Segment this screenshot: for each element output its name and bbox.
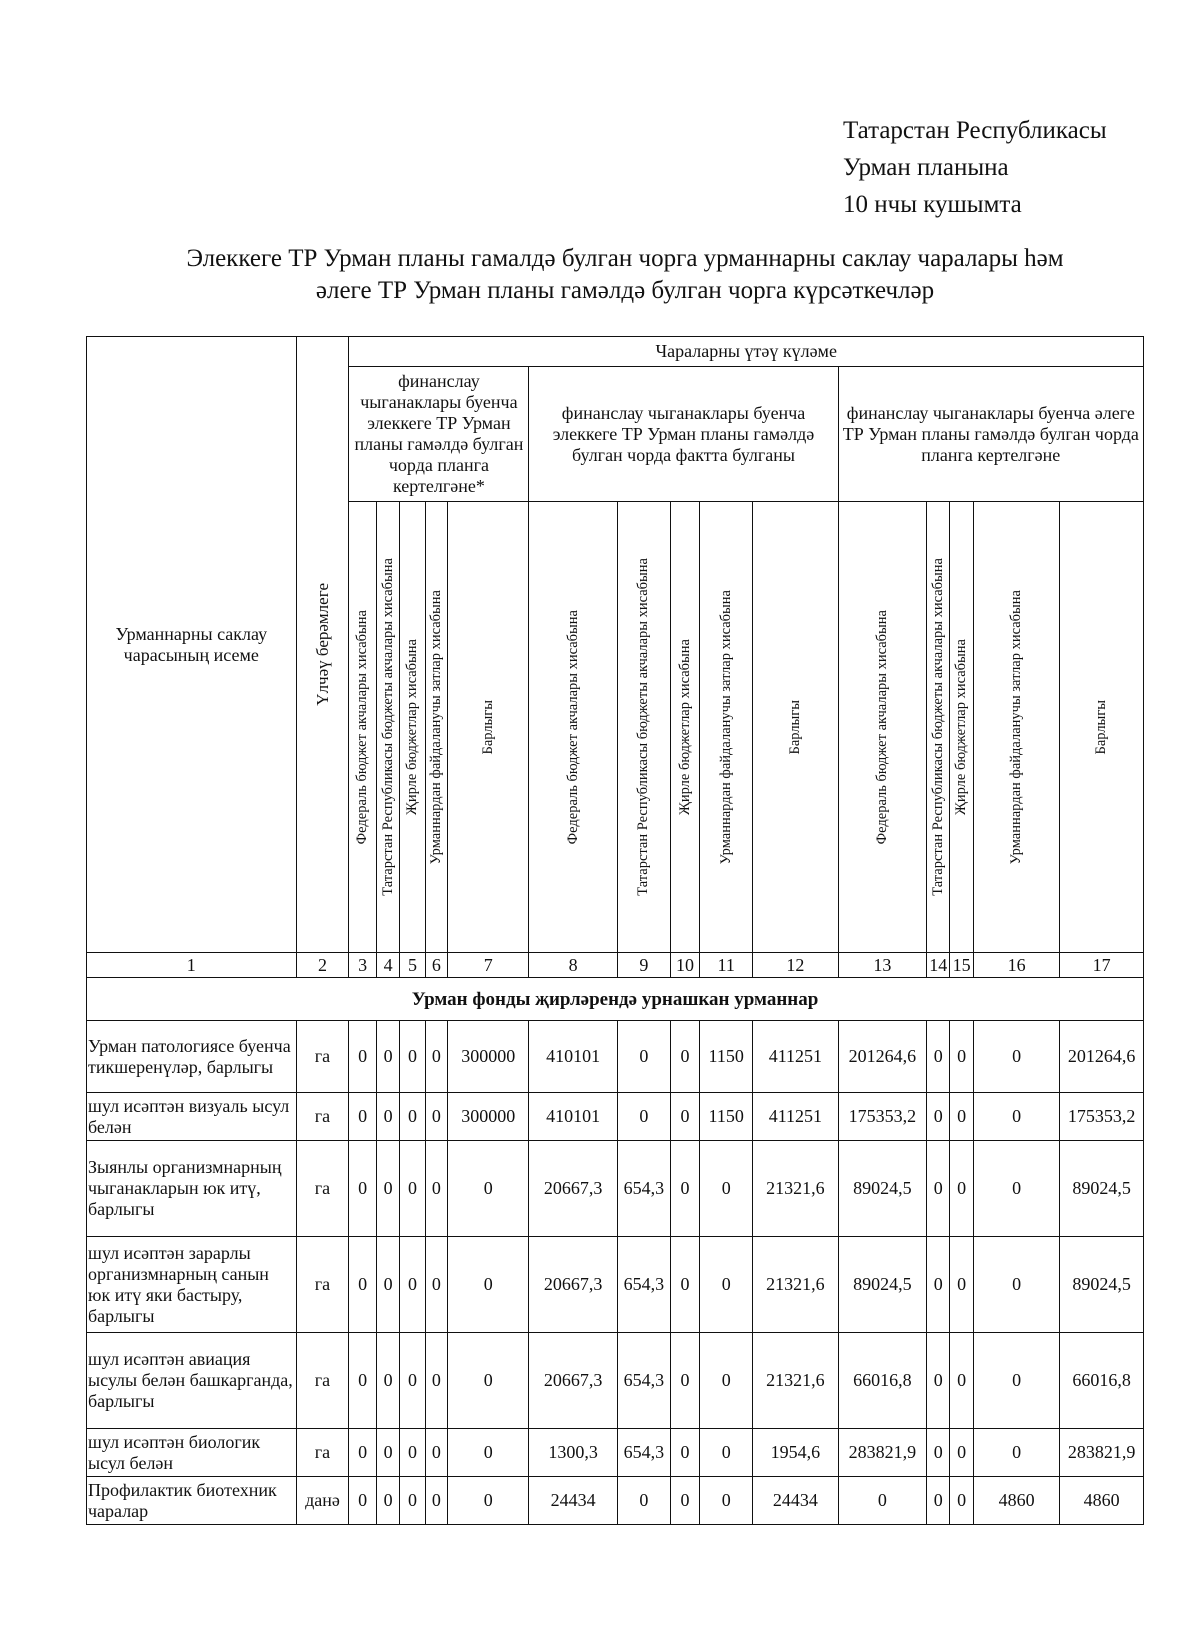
column-number: 9 xyxy=(617,953,670,978)
table-cell: 0 xyxy=(973,1021,1059,1093)
table-cell: 175353,2 xyxy=(1060,1093,1144,1141)
table-cell: 0 xyxy=(950,1477,973,1525)
subheader-g3-3: Җирле бюджетлар хисабына xyxy=(950,502,973,953)
table-cell: 0 xyxy=(448,1477,529,1525)
header-line-3: 10 нчы кушымта xyxy=(843,191,1022,218)
table-cell: 0 xyxy=(927,1429,950,1477)
row-unit: га xyxy=(296,1021,349,1093)
table-cell: 300000 xyxy=(448,1093,529,1141)
subheader-g1-1: Федераль бюджет акчалары хисабына xyxy=(349,502,376,953)
table-row xyxy=(87,1333,1144,1429)
table-cell: 0 xyxy=(400,1477,425,1525)
subheader-g2-3: Җирле бюджетлар хисабына xyxy=(670,502,699,953)
subheader-g3-4: Урманнардан файдаланучы затлар хисабына xyxy=(973,502,1059,953)
table-row xyxy=(87,1141,1144,1237)
table-cell: 654,3 xyxy=(617,1429,670,1477)
table-cell: 89024,5 xyxy=(1060,1237,1144,1333)
row-name: Профилактик биотехник чаралар xyxy=(87,1477,297,1525)
column-number: 11 xyxy=(700,953,753,978)
table-cell: 0 xyxy=(425,1333,447,1429)
table-cell: 1150 xyxy=(700,1093,753,1141)
row-name: шул исәптән авиация ысулы белән башкарганда, барлыгы xyxy=(87,1333,297,1429)
table-cell: 0 xyxy=(400,1093,425,1141)
title-line-2: әлеге ТР Урман планы гамәлдә булган чорга күрсәткечләр xyxy=(315,277,935,304)
table-cell: 0 xyxy=(349,1429,376,1477)
column-number: 7 xyxy=(448,953,529,978)
table-cell: 0 xyxy=(973,1093,1059,1141)
row-unit: га xyxy=(296,1429,349,1477)
table-cell: 0 xyxy=(973,1237,1059,1333)
table-cell: 0 xyxy=(670,1021,699,1093)
table-cell: 0 xyxy=(927,1021,950,1093)
table-cell: 0 xyxy=(670,1477,699,1525)
table-cell: 0 xyxy=(670,1141,699,1237)
column-number: 3 xyxy=(349,953,376,978)
table-cell: 20667,3 xyxy=(529,1237,617,1333)
table-cell: 654,3 xyxy=(617,1141,670,1237)
table-cell: 0 xyxy=(950,1429,973,1477)
table-cell: 21321,6 xyxy=(753,1237,838,1333)
table-cell: 0 xyxy=(670,1429,699,1477)
table-cell: 283821,9 xyxy=(838,1429,926,1477)
table-cell: 89024,5 xyxy=(1060,1141,1144,1237)
column-number: 12 xyxy=(753,953,838,978)
table-cell: 0 xyxy=(950,1333,973,1429)
group-header-actual-previous: финанслау чыганаклары буенча элеккеге ТР Урман планы гамәлдә булган чорда фактта булганы xyxy=(529,367,838,502)
table-cell: 0 xyxy=(950,1141,973,1237)
table-cell: 1954,6 xyxy=(753,1429,838,1477)
table-cell: 0 xyxy=(400,1333,425,1429)
table-row xyxy=(87,1429,1144,1477)
table-cell: 0 xyxy=(349,1093,376,1141)
table-cell: 24434 xyxy=(529,1477,617,1525)
table-cell: 0 xyxy=(617,1477,670,1525)
table-cell: 654,3 xyxy=(617,1333,670,1429)
table-cell: 0 xyxy=(349,1333,376,1429)
section-title: Урман фонды җирләрендә урнашкан урманнар xyxy=(87,978,1144,1021)
forest-protection-table xyxy=(86,336,1144,1525)
table-row xyxy=(87,1477,1144,1525)
column-number: 5 xyxy=(400,953,425,978)
column-number: 10 xyxy=(670,953,699,978)
table-cell: 0 xyxy=(973,1429,1059,1477)
table-cell: 411251 xyxy=(753,1021,838,1093)
table-cell: 0 xyxy=(927,1141,950,1237)
table-cell: 0 xyxy=(376,1093,399,1141)
column-number: 2 xyxy=(296,953,349,978)
title-line-1: Элеккеге ТР Урман планы гамалдә булган чорга урманнарны саклау чаралары һәм xyxy=(186,245,1064,272)
table-cell: 0 xyxy=(927,1093,950,1141)
row-name: шул исәптән зарарлы организмнарның санын юк итү яки бастыру, барлыгы xyxy=(87,1237,297,1333)
table-cell: 0 xyxy=(376,1477,399,1525)
column-number: 8 xyxy=(529,953,617,978)
row-name: шул исәптән биологик ысул белән xyxy=(87,1429,297,1477)
table-cell: 0 xyxy=(400,1429,425,1477)
table-cell: 4860 xyxy=(1060,1477,1144,1525)
column-number: 6 xyxy=(425,953,447,978)
table-cell: 20667,3 xyxy=(529,1141,617,1237)
table-cell: 0 xyxy=(448,1333,529,1429)
table-cell: 0 xyxy=(700,1477,753,1525)
table-cell: 0 xyxy=(670,1237,699,1333)
table-cell: 0 xyxy=(927,1333,950,1429)
subheader-g1-4: Урманнардан файдаланучы затлар хисабына xyxy=(425,502,447,953)
table-cell: 66016,8 xyxy=(838,1333,926,1429)
table-cell: 21321,6 xyxy=(753,1333,838,1429)
table-row xyxy=(87,1021,1144,1093)
subheader-g1-5: Барлыгы xyxy=(448,502,529,953)
table-cell: 0 xyxy=(425,1237,447,1333)
group-header-planned-previous: финанслау чыганаклары буенча элеккеге ТР Урман планы гамәлдә булган чорда планга кертелгәне* xyxy=(349,367,529,502)
table-row xyxy=(87,1237,1144,1333)
table-cell: 1150 xyxy=(700,1021,753,1093)
table-cell: 0 xyxy=(376,1021,399,1093)
col-name-header: Урманнарны саклау чарасының исеме xyxy=(87,337,297,953)
column-number: 4 xyxy=(376,953,399,978)
table-cell: 283821,9 xyxy=(1060,1429,1144,1477)
table-cell: 0 xyxy=(973,1333,1059,1429)
table-cell: 0 xyxy=(376,1141,399,1237)
table-cell: 0 xyxy=(700,1237,753,1333)
table-cell: 0 xyxy=(349,1021,376,1093)
table-cell: 654,3 xyxy=(617,1237,670,1333)
subheader-g3-5: Барлыгы xyxy=(1060,502,1144,953)
row-unit: га xyxy=(296,1237,349,1333)
subheader-g3-1: Федераль бюджет акчалары хисабына xyxy=(838,502,926,953)
subheader-g2-1: Федераль бюджет акчалары хисабына xyxy=(529,502,617,953)
row-unit: данә xyxy=(296,1477,349,1525)
table-cell: 0 xyxy=(973,1141,1059,1237)
table-cell: 24434 xyxy=(753,1477,838,1525)
table-cell: 0 xyxy=(927,1237,950,1333)
table-cell: 20667,3 xyxy=(529,1333,617,1429)
table-cell: 201264,6 xyxy=(838,1021,926,1093)
row-name: шул исәптән визуаль ысул белән xyxy=(87,1093,297,1141)
table-cell: 0 xyxy=(376,1333,399,1429)
table-cell: 175353,2 xyxy=(838,1093,926,1141)
table-cell: 0 xyxy=(400,1021,425,1093)
subheader-g2-5: Барлыгы xyxy=(753,502,838,953)
table-cell: 89024,5 xyxy=(838,1237,926,1333)
table-cell: 1300,3 xyxy=(529,1429,617,1477)
document-title xyxy=(60,243,1190,307)
group-header-planned-current: финанслау чыганаклары буенча әлеге ТР Урман планы гамәлдә булган чорда планга кертелгәне xyxy=(838,367,1143,502)
table-cell: 0 xyxy=(617,1021,670,1093)
table-cell: 0 xyxy=(950,1021,973,1093)
subheader-g2-4: Урманнардан файдаланучы затлар хисабына xyxy=(700,502,753,953)
row-unit: га xyxy=(296,1093,349,1141)
table-cell: 0 xyxy=(700,1429,753,1477)
table-cell: 0 xyxy=(425,1093,447,1141)
table-cell: 21321,6 xyxy=(753,1141,838,1237)
row-name: Урман патологиясе буенча тикшеренүләр, барлыгы xyxy=(87,1021,297,1093)
table-cell: 0 xyxy=(425,1429,447,1477)
row-name: Зыянлы организмнарның чыганакларын юк итү, барлыгы xyxy=(87,1141,297,1237)
table-cell: 0 xyxy=(950,1237,973,1333)
table-cell: 0 xyxy=(838,1477,926,1525)
table-cell: 0 xyxy=(349,1141,376,1237)
table-cell: 0 xyxy=(670,1333,699,1429)
table-cell: 4860 xyxy=(973,1477,1059,1525)
table-cell: 0 xyxy=(700,1141,753,1237)
table-cell: 0 xyxy=(400,1141,425,1237)
table-cell: 0 xyxy=(448,1429,529,1477)
table-cell: 0 xyxy=(425,1141,447,1237)
table-cell: 0 xyxy=(927,1477,950,1525)
column-number: 14 xyxy=(927,953,950,978)
table-cell: 410101 xyxy=(529,1093,617,1141)
table-cell: 0 xyxy=(425,1477,447,1525)
table-cell: 0 xyxy=(376,1237,399,1333)
row-unit: га xyxy=(296,1333,349,1429)
table-row xyxy=(87,1093,1144,1141)
header-line-2: Урман планына xyxy=(843,154,1009,181)
unit-header: Үлчәү берәмлеге xyxy=(296,337,349,953)
table-cell: 0 xyxy=(700,1333,753,1429)
subheader-g1-2: Татарстан Республикасы бюджеты акчалары хисабына xyxy=(376,502,399,953)
column-number: 17 xyxy=(1060,953,1144,978)
table-cell: 0 xyxy=(400,1237,425,1333)
table-cell: 0 xyxy=(376,1429,399,1477)
volume-header: Чараларны үтәү күләме xyxy=(349,337,1144,367)
table-cell: 300000 xyxy=(448,1021,529,1093)
table-cell: 0 xyxy=(617,1093,670,1141)
column-number: 1 xyxy=(87,953,297,978)
table-cell: 410101 xyxy=(529,1021,617,1093)
appendix-header xyxy=(843,112,1107,223)
table-cell: 411251 xyxy=(753,1093,838,1141)
row-unit: га xyxy=(296,1141,349,1237)
column-number: 15 xyxy=(950,953,973,978)
table-cell: 201264,6 xyxy=(1060,1021,1144,1093)
subheader-g1-3: Җирле бюджетлар хисабына xyxy=(400,502,425,953)
table-cell: 0 xyxy=(448,1237,529,1333)
table-cell: 0 xyxy=(349,1477,376,1525)
column-number: 13 xyxy=(838,953,926,978)
table-cell: 0 xyxy=(448,1141,529,1237)
table-cell: 0 xyxy=(425,1021,447,1093)
column-number: 16 xyxy=(973,953,1059,978)
table-cell: 66016,8 xyxy=(1060,1333,1144,1429)
table-cell: 0 xyxy=(950,1093,973,1141)
table-cell: 0 xyxy=(349,1237,376,1333)
subheader-g3-2: Татарстан Республикасы бюджеты акчалары хисабына xyxy=(927,502,950,953)
table-cell: 89024,5 xyxy=(838,1141,926,1237)
header-line-1: Татарстан Республикасы xyxy=(843,117,1107,144)
subheader-g2-2: Татарстан Республикасы бюджеты акчалары хисабына xyxy=(617,502,670,953)
table-cell: 0 xyxy=(670,1093,699,1141)
